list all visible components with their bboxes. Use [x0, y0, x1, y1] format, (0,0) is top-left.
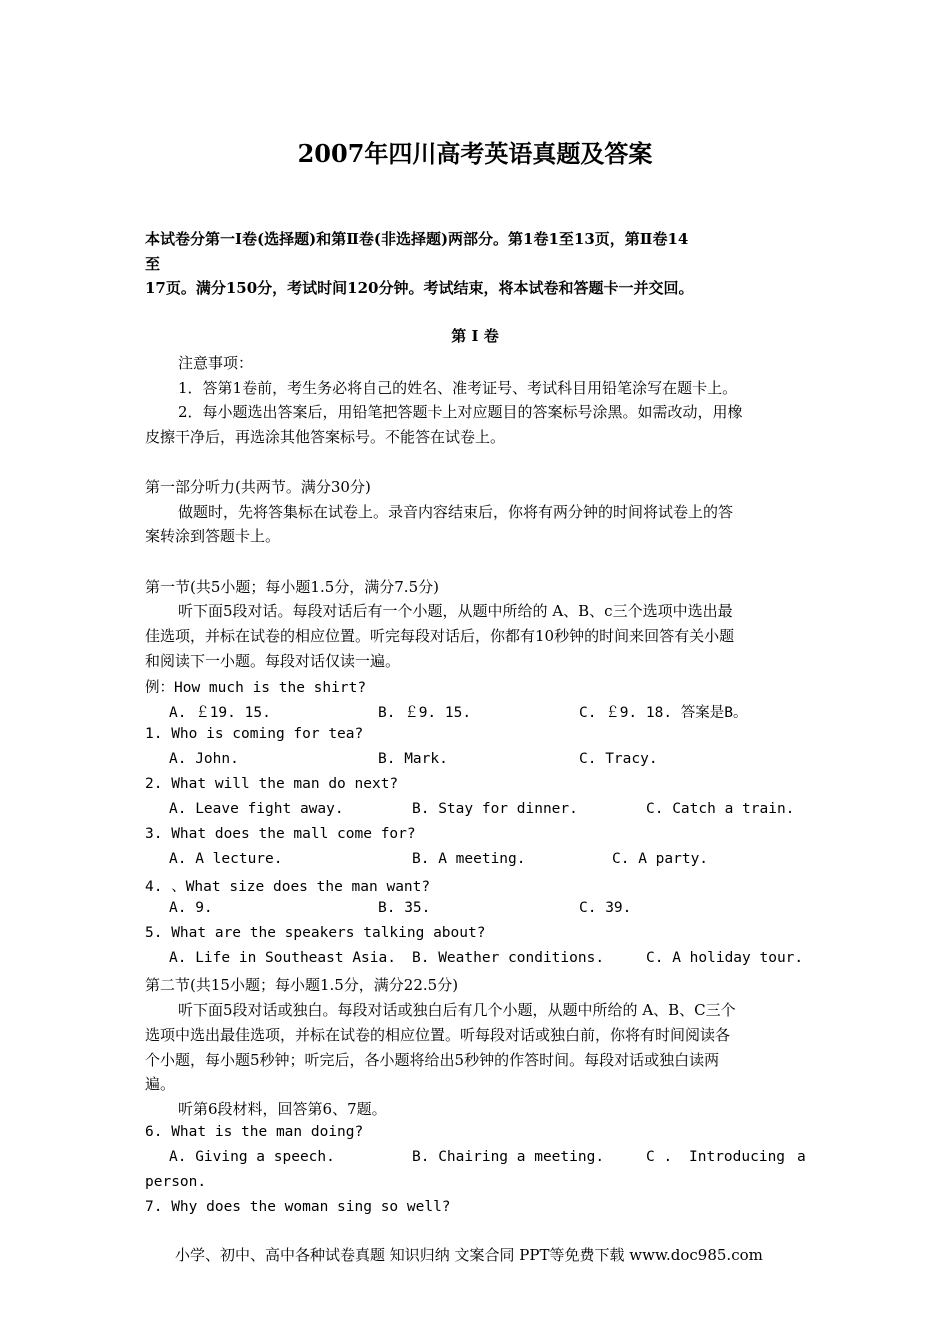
section-heading: 第 Ⅰ 卷 [451, 327, 499, 345]
question-5-option-b: B. Weather conditions. [412, 950, 605, 966]
section2-heading: 第二节(共15小题；每小题1.5分，满分22.5分) [145, 976, 459, 994]
question-5-option-a: A. Life in Southeast Asia. [169, 950, 396, 966]
question-6: 6. What is the man doing? [145, 1124, 364, 1140]
section1-desc-2: 佳选项，并标在试卷的相应位置。听完每段对话后，你都有10秒钟的时间来回答有关小题 [145, 627, 735, 645]
question-5-option-c: C. A holiday tour. [646, 950, 804, 966]
question-6-option-c-label: C . [646, 1149, 673, 1165]
example-option-c: C. ￡9. 18. 答案是B。 [579, 705, 748, 721]
notes-heading: 注意事项： [178, 354, 254, 372]
intro-line-2: 至 [145, 255, 161, 273]
example-option-a: A. ￡19. 15. [169, 705, 271, 721]
question-4: 4. 、What size does the man want? [145, 879, 431, 895]
question-6-option-b: B. Chairing a meeting. [412, 1149, 605, 1165]
question-3-option-c: C. A party. [612, 851, 709, 867]
page-title: 2007年四川高考英语真题及答案 [297, 139, 653, 168]
question-4-option-b: B. 35. [378, 900, 431, 916]
question-2-option-b: B. Stay for dinner. [412, 801, 578, 817]
notes-item-2b: 皮擦干净后，再选涂其他答案标号。不能答在试卷上。 [145, 428, 506, 446]
section2-desc-4: 遍。 [145, 1075, 176, 1093]
question-3-option-a: A. A lecture. [169, 851, 283, 867]
question-2-option-a: A. Leave fight away. [169, 801, 344, 817]
question-2: 2. What will the man do next? [145, 776, 399, 792]
section1-desc-1: 听下面5段对话。每段对话后有一个小题，从题中所给的 A、B、c三个选项中选出最 [178, 602, 733, 620]
part1-desc-2: 案转涂到答题卡上。 [145, 527, 281, 545]
question-1: 1. Who is coming for tea? [145, 726, 364, 742]
section2-desc-1: 听下面5段对话或独白。每段对话或独白后有几个小题，从题中所给的 A、B、C三个 [178, 1001, 736, 1019]
example-question: 例：How much is the shirt? [145, 680, 367, 696]
section2-desc-3: 个小题，每小题5秒钟；听完后，各小题将给出5秒钟的作答时间。每段对话或独白读两 [145, 1051, 720, 1069]
section2-desc-2: 选项中选出最佳选项，并标在试卷的相应位置。听每段对话或独白前，你将有时间阅读各 [145, 1026, 731, 1044]
question-6-option-a: A. Giving a speech. [169, 1149, 335, 1165]
question-4-option-a: A. 9. [169, 900, 213, 916]
question-3: 3. What does the mall come for? [145, 826, 416, 842]
notes-item-2a: 2．每小题选出答案后，用铅笔把答题卡上对应题目的答案标号涂黑。如需改动，用橡 [178, 403, 743, 421]
question-4-option-c: C. 39. [579, 900, 632, 916]
question-7: 7. Why does the woman sing so well? [145, 1199, 451, 1215]
notes-item-1: 1．答第1卷前，考生务必将自己的姓名、准考证号、考试科目用铅笔涂写在题卡上。 [178, 379, 738, 397]
question-6-option-c-word: Introducing [689, 1149, 786, 1165]
section1-desc-3: 和阅读下一小题。每段对话仅读一遍。 [145, 652, 401, 670]
question-1-option-b: B. Mark. [378, 751, 448, 767]
page-footer: 小学、初中、高中各种试卷真题 知识归纳 文案合同 PPT等免费下载 www.doc985.com [175, 1246, 763, 1264]
question-3-option-b: B. A meeting. [412, 851, 526, 867]
intro-line-1: 本试卷分第一Ⅰ卷(选择题)和第Ⅱ卷(非选择题)两部分。第1卷1至13页，第Ⅱ卷14 [145, 230, 689, 248]
question-1-option-c: C. Tracy. [579, 751, 658, 767]
intro-line-3: 17页。满分150分，考试时间120分钟。考试结束，将本试卷和答题卡一并交回。 [145, 279, 694, 297]
example-option-b: B. ￡9. 15. [378, 705, 472, 721]
question-5: 5. What are the speakers talking about? [145, 925, 486, 941]
question-6-option-c-article: a [797, 1149, 806, 1165]
section1-heading: 第一节(共5小题；每小题1.5分，满分7.5分) [145, 578, 439, 596]
part1-desc-1: 做题时，先将答集标在试卷上。录音内容结束后，你将有两分钟的时间将试卷上的答 [178, 503, 734, 521]
part1-heading: 第一部分听力(共两节。满分30分) [145, 478, 371, 496]
question-1-option-a: A. John. [169, 751, 239, 767]
question-6-option-c-wrap: person. [145, 1174, 207, 1190]
question-2-option-c: C. Catch a train. [646, 801, 795, 817]
section2-material: 听第6段材料，回答第6、7题。 [178, 1100, 387, 1118]
